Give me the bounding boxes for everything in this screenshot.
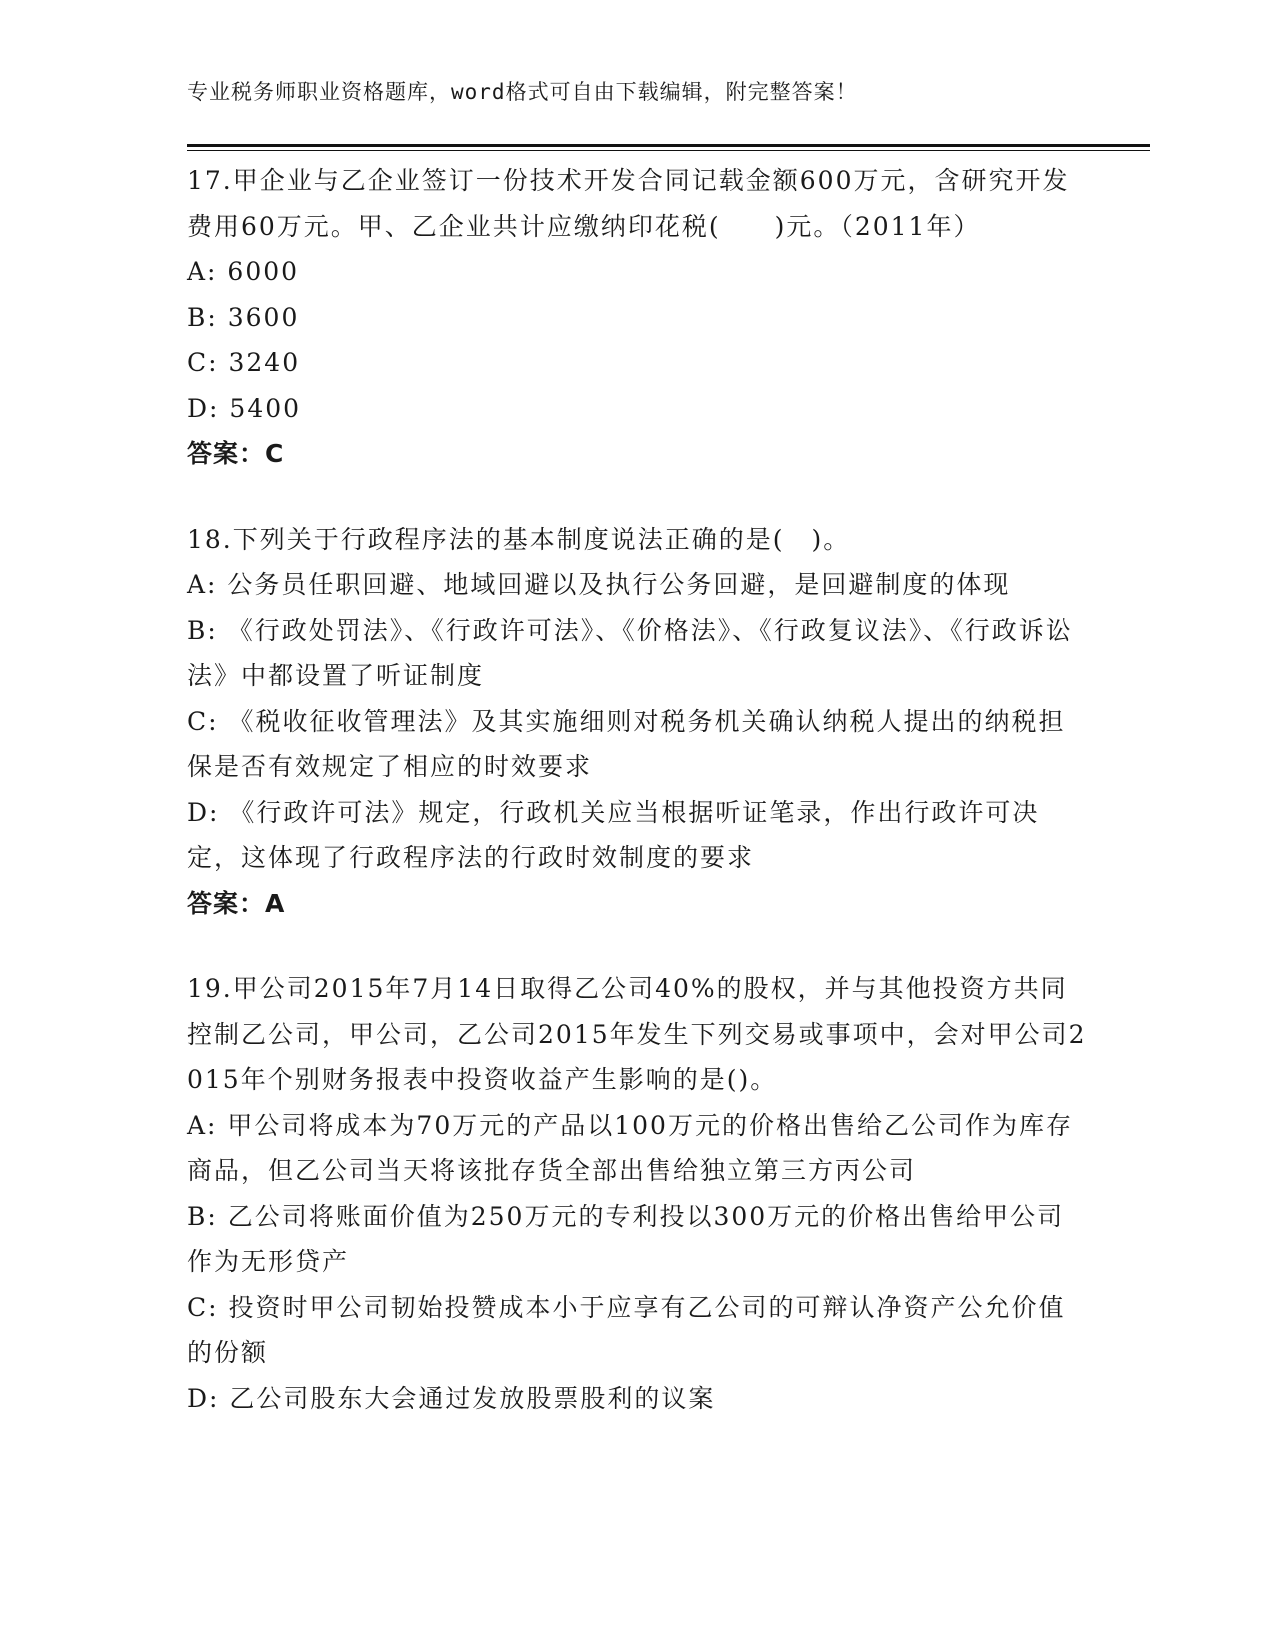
option-d: D: 乙公司股东大会通过发放股票股利的议案: [187, 1383, 716, 1413]
option-c: C: 3240: [187, 348, 301, 377]
option-b: B: 《行政处罚法》、《行政许可法》、《价格法》、《行政复议法》、《行政诉讼法》中都设置了听证制度: [187, 615, 1073, 690]
header-rule-thick: [187, 144, 1150, 147]
option-d: D: 《行政许可法》规定，行政机关应当根据听证笔录，作出行政许可决定，这体现了行政程序法的行政时效制度的要求: [187, 797, 1040, 872]
option-c: C: 《税收征收管理法》及其实施细则对税务机关确认纳税人提出的纳税担保是否有效规定了相应的时效要求: [187, 706, 1066, 781]
option-a: A: 甲公司将成本为70万元的产品以100万元的价格出售给乙公司作为库存商品，但乙公司当天将该批存货全部出售给独立第三方丙公司: [187, 1110, 1073, 1185]
question-18: [187, 517, 1087, 927]
question-17: [187, 158, 1087, 477]
option-a: A: 6000: [187, 257, 300, 286]
option-a: A: 公务员任职回避、地域回避以及执行公务回避，是回避制度的体现: [187, 570, 1011, 599]
option-b: B: 3600: [187, 302, 300, 332]
question-stem: 18.下列关于行政程序法的基本制度说法正确的是( )。: [187, 524, 851, 554]
header-rule-thin: [187, 150, 1150, 151]
option-d: D: 5400: [187, 393, 302, 423]
question-list: [187, 158, 1087, 1421]
question-stem: 17.甲企业与乙企业签订一份技术开发合同记载金额600万元，含研究开发费用60万元。甲、乙企业共计应缴纳印花税( )元。（2011年）: [187, 166, 1070, 241]
question-19: [187, 966, 1087, 1421]
answer: 答案：C: [187, 439, 285, 468]
answer: 答案：A: [187, 888, 286, 918]
option-c: C: 投资时甲公司韧始投赞成本小于应享有乙公司的可辩认净资产公允价值的份额: [187, 1292, 1066, 1367]
option-b: B: 乙公司将账面价值为250万元的专利投以300万元的价格出售给甲公司作为无形贷产: [187, 1201, 1065, 1276]
page-header: 专业税务师职业资格题库，word格式可自由下载编辑，附完整答案！: [187, 80, 858, 104]
question-stem: 19.甲公司2015年7月14日取得乙公司40%的股权，并与其他投资方共同控制乙公司，甲公司，乙公司2015年发生下列交易或事项中，会对甲公司2015年个别财务报表中投资收益产生影响的是()。: [187, 974, 1087, 1094]
